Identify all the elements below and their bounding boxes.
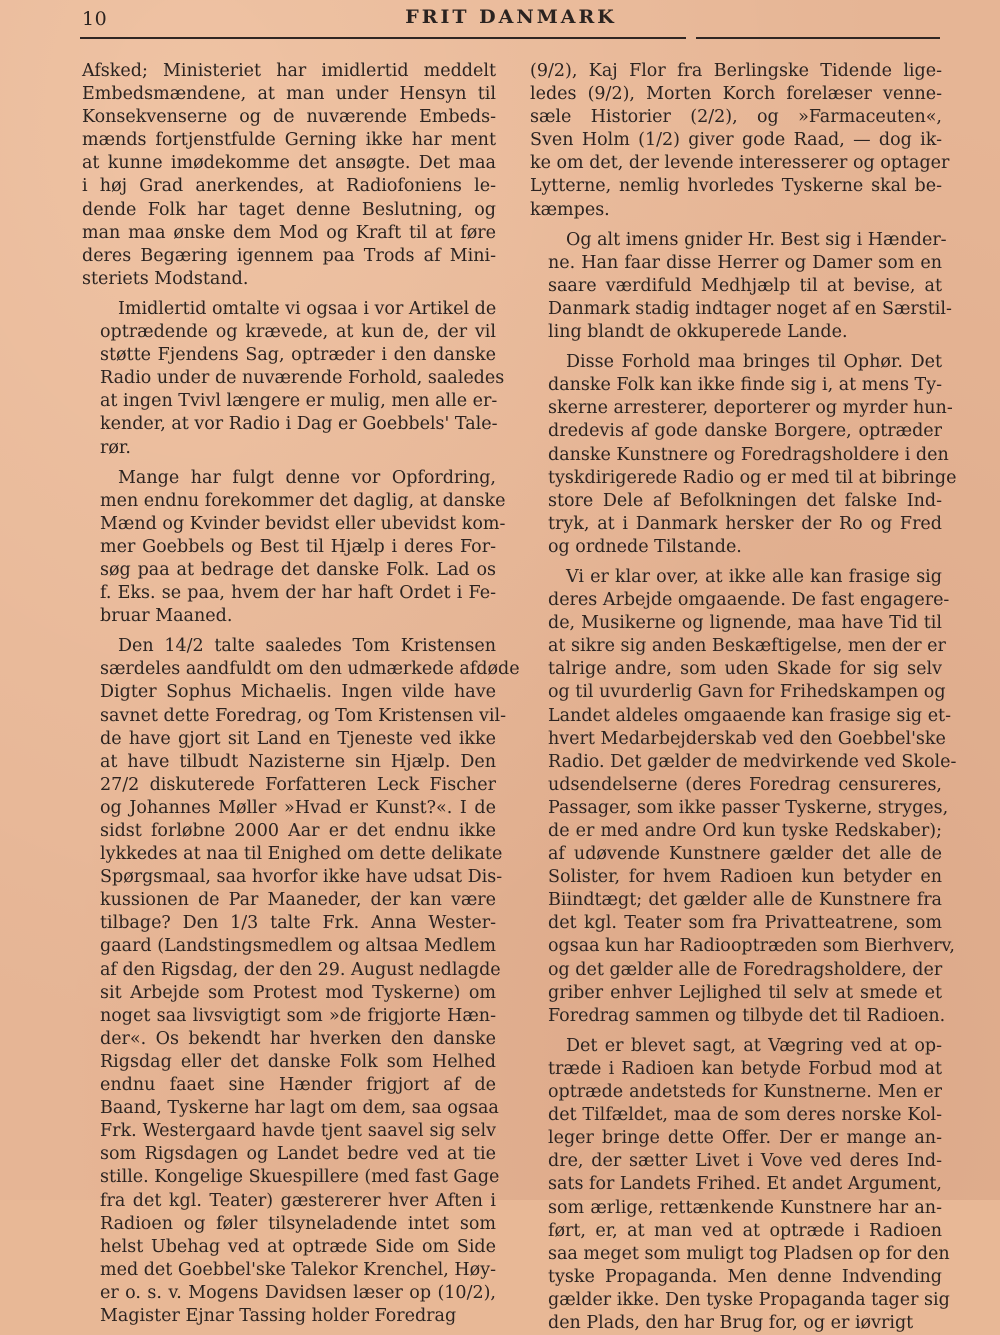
text-line: Foredrag sammen og tilbyde det til Radioen.	[548, 1005, 946, 1026]
text-line: Solister, for hvem Radioen kun betyder en	[548, 867, 942, 888]
text-line: lykkedes at naa til Enighed om dette delikate	[100, 844, 503, 865]
text-line: Passager, som ikke passer Tyskerne, stryges,	[548, 797, 949, 818]
paragraph	[82, 298, 505, 460]
page-header	[82, 2, 940, 36]
text-line: Spørgsmaal, saa hvorfor ikke have udsat Dis-	[100, 867, 503, 888]
text-line: at ingen Tvivl længere er mulig, men alle er-	[100, 391, 498, 412]
text-line: Biindtægt; det gælder alle de Kunstnere fra	[548, 890, 942, 911]
text-line: talrige andre, som uden Skade for sig selv	[548, 659, 942, 680]
text-line: tyskdirigerede Radio og er med til at bibringe	[548, 467, 957, 488]
text-line: i høj Grad anerkendes, at Radiofoniens le-	[82, 176, 496, 197]
text-line: dredevis af gode danske Borgere, optræder	[548, 421, 942, 442]
text-line: Radio under de nuværende Forhold, saaledes	[100, 368, 505, 389]
text-line: Sven Holm (1/2) giver gode Raad, — dog ik-	[530, 130, 942, 151]
text-line: med det Goebbel'ske Talekor Krenchel, Høy-	[100, 1259, 496, 1280]
text-line: særdeles aandfuldt om den udmærkede afdøde	[100, 659, 520, 680]
text-line: træde i Radioen kan betyde Forbud mod at	[548, 1058, 942, 1079]
text-line: sidst forløbne 2000 Aar er det endnu ikke	[100, 821, 496, 841]
text-line: kussionen de Par Maaneder, der kan være	[100, 890, 496, 911]
text-line: optræde andetsteds for Kunstnerne. Men er	[548, 1082, 942, 1103]
text-line: ke om det, der levende interesserer og optager	[530, 153, 950, 174]
text-line: af udøvende Kunstnere gælder det alle de	[548, 844, 942, 865]
text-line: der«. Os bekendt har hverken den danske	[100, 1028, 496, 1049]
text-line: fra det kgl. Teater) gæstererer hver Aften i	[100, 1190, 496, 1211]
text-line: saare værdifuld Medhjælp til at bevise, at	[548, 275, 942, 296]
text-line: Afsked; Ministeriet har imidlertid meddelt	[82, 61, 496, 81]
text-line: Den 14/2 talte saaledes Tom Kristensen	[118, 636, 496, 657]
text-line: man maa ønske dem Mod og Kraft til at føre	[82, 222, 496, 243]
text-line: danske Folk kan ikke finde sig i, at mens Ty-	[548, 375, 942, 396]
text-line: bruar Maaned.	[100, 606, 233, 627]
text-line: deres Begæring igennem paa Trods af Mini-	[82, 245, 496, 266]
text-line: de have gjort sit Land en Tjeneste ved ikke	[100, 728, 496, 749]
text-line: den Plads, den har Brug for, og er iøvrigt	[548, 1312, 914, 1333]
text-line: Danmark stadig indtager noget af en Særstil-	[548, 298, 952, 319]
text-line: noget saa livsvigtigt som »de frigjorte Hæn-	[100, 1005, 496, 1026]
text-line: men endnu forekommer det daglig, at danske	[100, 490, 506, 511]
text-line: stille. Kongelige Skuespillere (med fast Gage	[100, 1167, 500, 1188]
text-line: støtte Fjendens Sag, optræder i den danske	[100, 345, 496, 366]
paragraph	[82, 467, 506, 629]
text-line: kender, at vor Radio i Dag er Goebbels' Tale-	[100, 414, 498, 435]
text-line: og til uvurderlig Gavn for Frihedskampen og	[548, 682, 946, 703]
text-line: Disse Forhold maa bringes til Ophør. Det	[566, 352, 942, 373]
text-line: Embedsmændene, at man under Hensyn til	[82, 84, 496, 105]
text-line: Rigsdag eller det danske Folk som Helhed	[100, 1051, 496, 1072]
text-line: store Dele af Befolkningen det falske Ind-	[548, 490, 942, 511]
text-line: Magister Ejnar Tassing holder Foredrag	[100, 1305, 457, 1326]
text-line: Vi er klar over, at ikke alle kan frasige sig	[566, 566, 942, 587]
text-line: Baand, Tyskerne har lagt om dem, saa ogsaa	[100, 1098, 499, 1119]
text-line: ført, er, at man ved at optræde i Radioen	[548, 1220, 942, 1241]
text-line: skerne arresterer, deporterer og myrder hun-	[548, 398, 953, 419]
text-line: Det er blevet sagt, at Vægring ved at op-	[566, 1035, 942, 1056]
text-line: Digter Sophus Michaelis. Ingen vilde have	[100, 682, 496, 703]
text-line: tilbage? Den 1/3 talte Frk. Anna Wester-	[100, 913, 496, 934]
text-line: Mange har fulgt denne vor Opfordring,	[118, 467, 496, 488]
text-line: at have tilbudt Nazisterne sin Hjælp. Den	[100, 751, 496, 772]
text-line: Imidlertid omtalte vi ogsaa i vor Artikel de	[118, 298, 497, 319]
text-line: Frk. Westergaard havde tjent saavel sig selv	[100, 1121, 496, 1142]
header-rule-right	[696, 37, 940, 39]
text-line: de er med andre Ord kun tyske Redskaber);	[548, 821, 942, 841]
text-line: savnet dette Foredrag, og Tom Kristensen vil-	[100, 705, 506, 726]
text-line: saa meget som muligt tog Pladsen op for den	[548, 1243, 950, 1264]
text-line: dre, der sætter Livet i Vove ved deres Ind-	[548, 1151, 942, 1172]
text-line: optrædende og krævede, at kun de, der vil	[100, 322, 496, 343]
running-title: FRIT DANMARK	[405, 6, 617, 28]
text-line: leger bringe dette Offer. Der er mange an-	[548, 1128, 942, 1149]
text-line: er o. s. v. Mogens Davidsen læser op (10/2),	[100, 1282, 496, 1303]
paragraph	[530, 566, 957, 1028]
text-line: (9/2), Kaj Flor fra Berlingske Tidende lige-	[530, 61, 942, 81]
text-line: sæle Historier (2/2), og »Farmaceuten«,	[530, 107, 942, 128]
text-line: f. Eks. se paa, hvem der har haft Ordet i Fe-	[100, 583, 496, 604]
text-line: helst Ubehag ved at optræde Side om Side	[100, 1236, 496, 1257]
text-line: som ærlige, rettænkende Kunstnere har an-	[548, 1197, 942, 1218]
text-line: og ordnede Tilstande.	[548, 536, 742, 557]
text-line: danske Kunstnere og Foredragsholdere i den	[548, 444, 949, 465]
text-line: Radioen og føler tilsyneladende intet som	[100, 1213, 496, 1234]
text-line: rør.	[100, 437, 131, 458]
text-line: dende Folk har taget denne Beslutning, og	[82, 199, 496, 220]
text-line: ogsaa kun har Radiooptræden som Bierhverv,	[548, 936, 955, 957]
text-line: tyske Propaganda. Men denne Indvending	[548, 1266, 942, 1287]
text-line: Landet aldeles omgaaende kan frasige sig et-	[548, 705, 952, 726]
text-line: endnu faaet sine Hænder frigjort af de	[100, 1075, 496, 1096]
text-line: griber enhver Lejlighed til selv at smede et	[548, 982, 942, 1003]
text-line: steriets Modstand.	[82, 268, 249, 289]
paragraph	[82, 60, 496, 291]
text-line: Radio. Det gælder de medvirkende ved Skole-	[548, 751, 957, 772]
text-line: Mænd og Kvinder bevidst eller ubevidst kom-	[100, 513, 506, 534]
text-line: mænds fortjenstfulde Gerning ikke har ment	[82, 130, 496, 151]
text-line: ne. Han faar disse Herrer og Damer som en	[548, 252, 942, 273]
text-line: søg paa at bedrage det danske Folk. Lad os	[100, 559, 496, 580]
text-line: det Tilfældet, maa de som deres norske Kol-	[548, 1105, 942, 1126]
text-line: Lytterne, nemlig hvorledes Tyskerne skal be-	[530, 176, 942, 197]
paragraph	[530, 351, 957, 559]
text-line: Konsekvenserne og de nuværende Embeds-	[82, 107, 496, 128]
text-line: gælder ikke. Den tyske Propaganda tager sig	[548, 1289, 950, 1310]
text-line: at kunne imødekomme det ansøgte. Det maa	[82, 153, 496, 174]
text-line: at sikre sig anden Beskæftigelse, men der er	[548, 636, 946, 657]
paragraph	[530, 1035, 950, 1335]
text-line: af den Rigsdag, der den 29. August nedlagde	[100, 959, 501, 980]
text-line: som Rigsdagen og Landet bedre ved at tie	[100, 1144, 496, 1165]
text-line: kæmpes.	[530, 199, 610, 220]
page-number: 10	[82, 8, 108, 30]
left-text-column	[82, 60, 520, 1328]
text-line: og Johannes Møller »Hvad er Kunst?«. I de	[100, 797, 496, 818]
text-line: ledes (9/2), Morten Korch forelæser venne-	[530, 84, 942, 105]
text-line: tryk, at i Danmark hersker der Ro og Fred	[548, 513, 942, 534]
text-line: hvert Medarbejderskab ved den Goebbel'ske	[548, 728, 946, 749]
text-line: sit Arbejde som Protest mod Tyskerne) om	[100, 982, 496, 1003]
text-line: udsendelserne (deres Foredrag censureres,	[548, 774, 942, 795]
paragraph	[82, 635, 520, 1328]
paragraph	[530, 60, 950, 222]
text-line: gaard (Landstingsmedlem og altsaa Medlem	[100, 936, 496, 957]
text-line: og det gælder alle de Foredragsholdere, der	[548, 959, 943, 980]
text-line: mer Goebbels og Best til Hjælp i deres For-	[100, 536, 496, 557]
text-line: de, Musikerne og lignende, maa have Tid til	[548, 613, 942, 634]
text-line: 27/2 diskuterede Forfatteren Leck Fischer	[100, 774, 496, 795]
text-line: deres Arbejde omgaaende. De fast engagere-	[548, 590, 950, 611]
header-rule-left	[80, 37, 686, 39]
right-text-column	[530, 60, 957, 1335]
text-line: sats for Landets Frihed. Et andet Argument,	[548, 1174, 942, 1195]
text-line: det kgl. Teater som fra Privatteatrene, som	[548, 913, 942, 934]
text-line: ling blandt de okkuperede Lande.	[548, 322, 848, 343]
paragraph	[530, 229, 952, 344]
text-line: Og alt imens gnider Hr. Best sig i Hænder-	[566, 229, 947, 250]
